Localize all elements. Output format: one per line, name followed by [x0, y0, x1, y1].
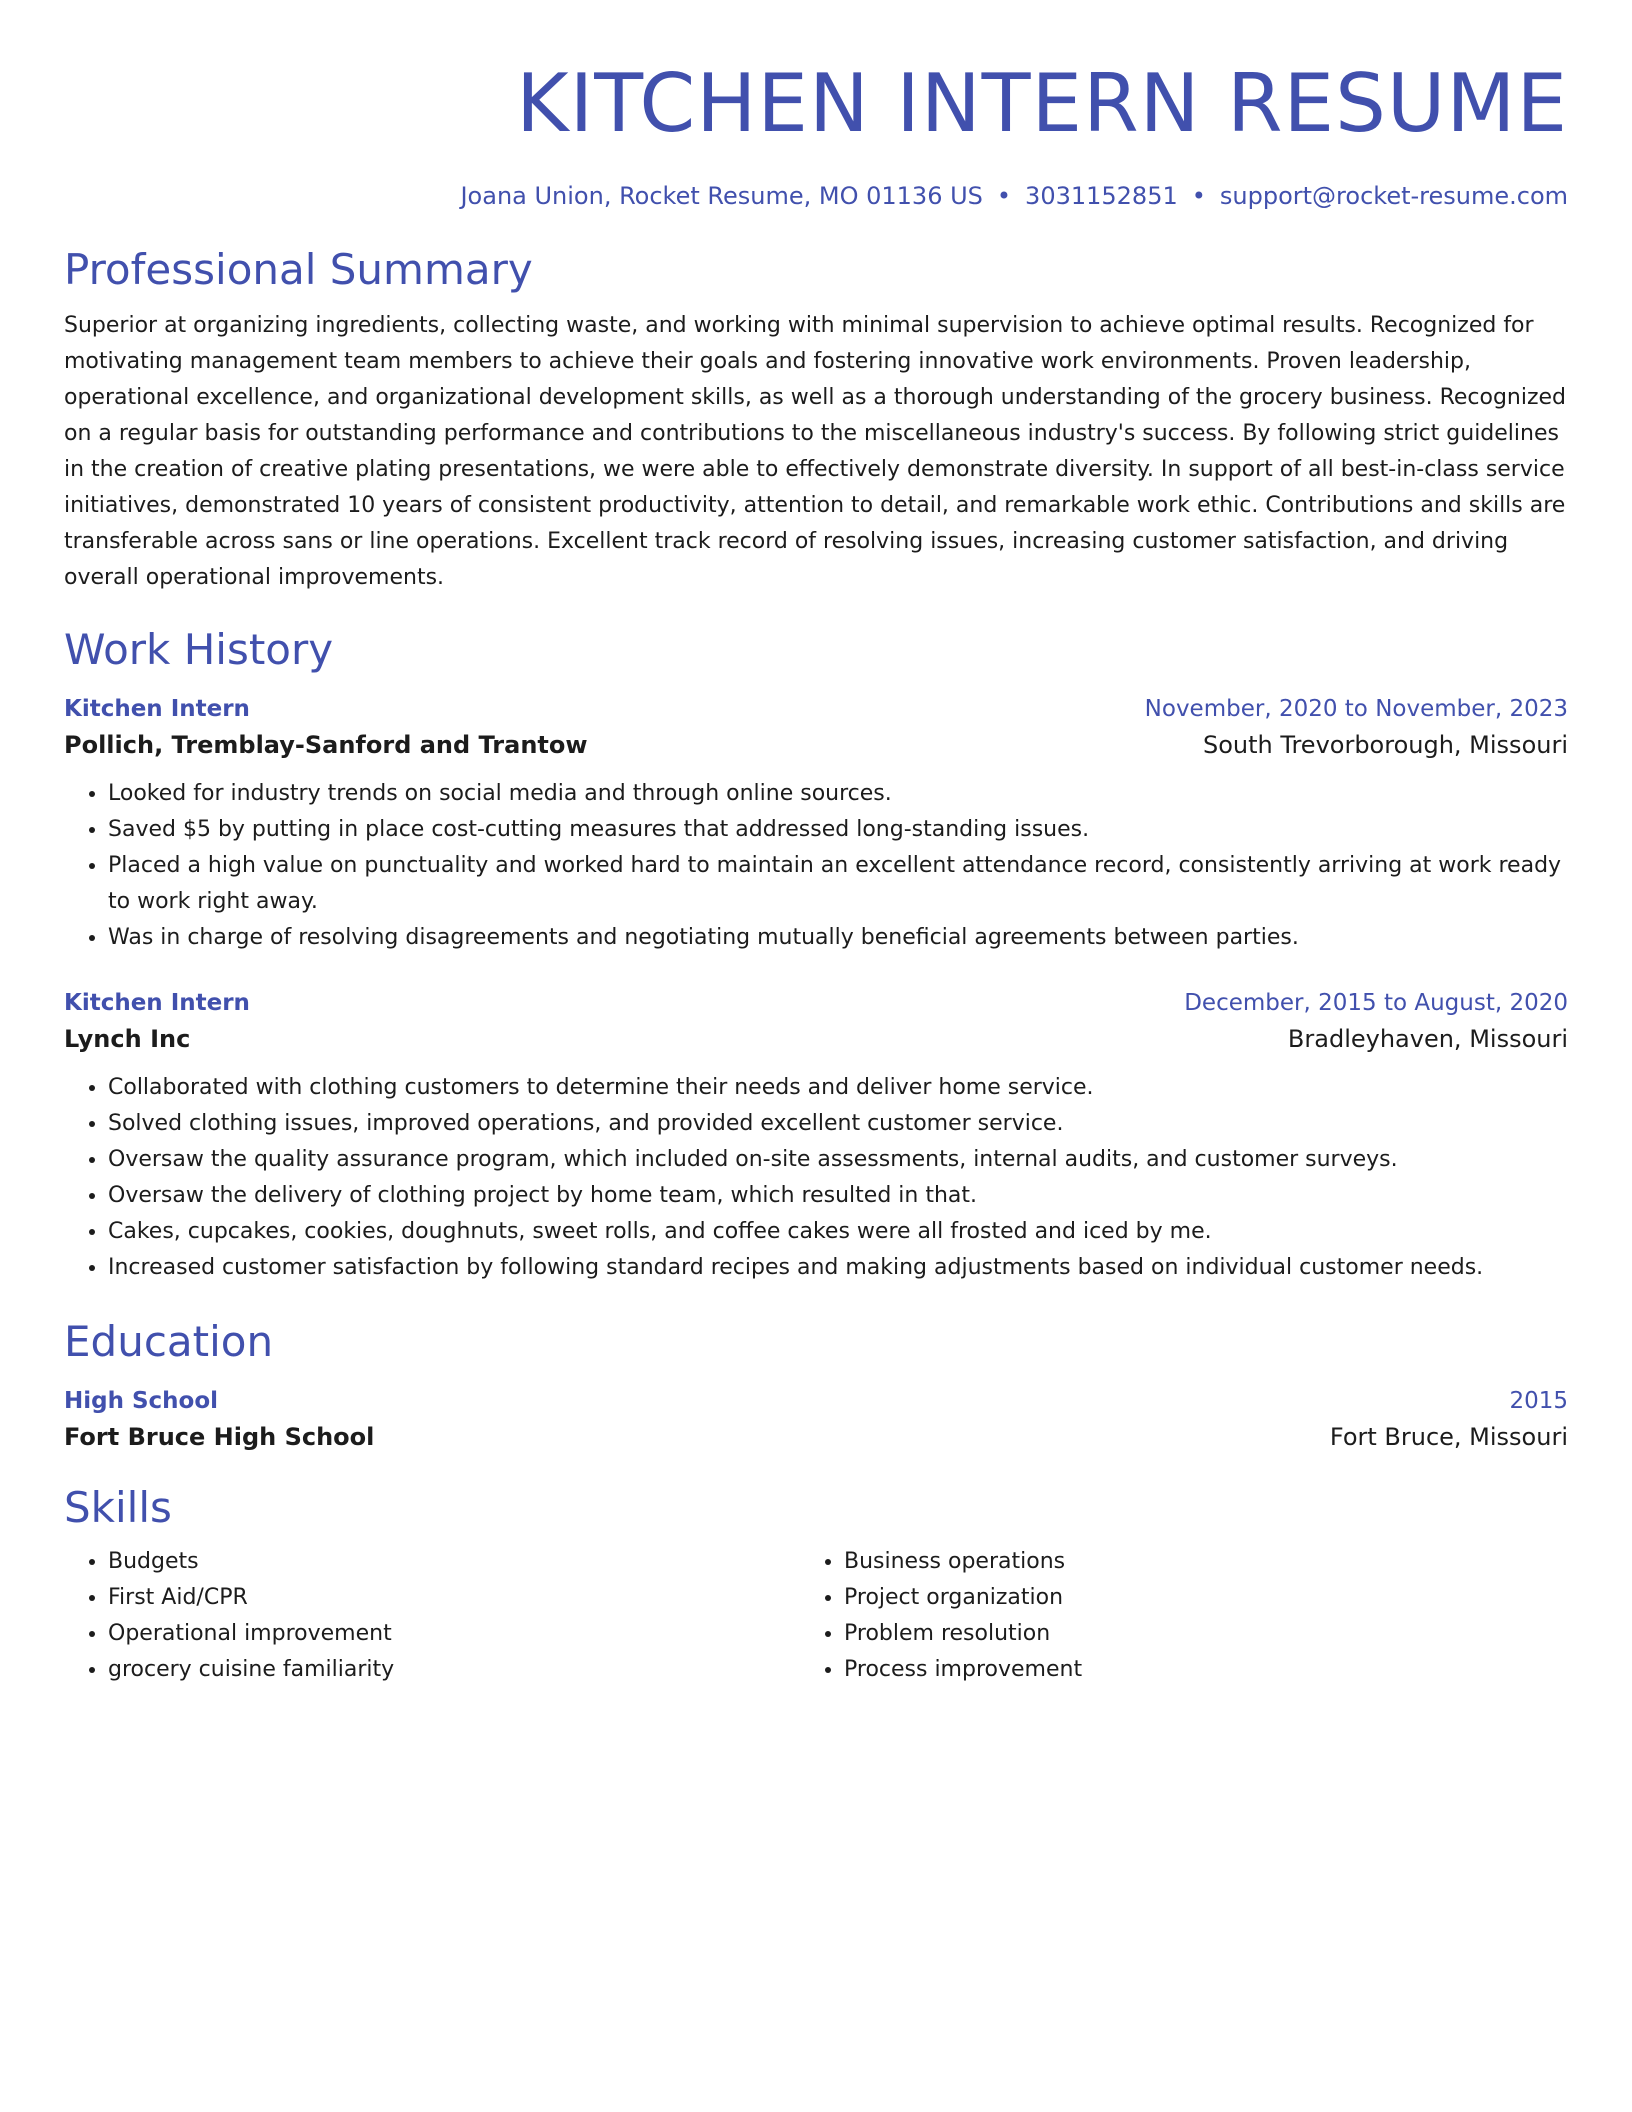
- education-year: 2015: [1509, 1388, 1568, 1414]
- contact-separator: •: [996, 182, 1012, 210]
- job-bullet: • Placed a high value on punctuality and worked hard to maintain an excellent attendance record, consistently arriving at work ready to work right away.: [108, 848, 1568, 920]
- contact-phone: 3031152851: [1025, 182, 1178, 210]
- job-location: South Trevorborough, Missouri: [1202, 731, 1568, 759]
- job-entry: [64, 692, 1568, 956]
- contact-address: Joana Union, Rocket Resume, MO 01136 US: [460, 182, 983, 210]
- education-degree: High School: [64, 1388, 219, 1414]
- job-company: Pollich, Tremblay-Sanford and Trantow: [64, 731, 588, 759]
- job-bullet: • Oversaw the delivery of clothing project by home team, which resulted in that.: [108, 1178, 1568, 1214]
- job-company-row: [64, 726, 1568, 764]
- contact-email: support@rocket-resume.com: [1219, 182, 1568, 210]
- job-dates: November, 2020 to November, 2023: [1144, 696, 1568, 722]
- contact-line: [64, 180, 1568, 212]
- professional-summary-section: [64, 242, 1568, 596]
- education-section: [64, 1314, 1568, 1456]
- section-heading-summary: Professional Summary: [64, 245, 533, 294]
- job-header-row: [64, 986, 1568, 1020]
- education-school-row: [64, 1418, 1568, 1456]
- education-location: Fort Bruce, Missouri: [1329, 1423, 1568, 1451]
- resume-header: [64, 52, 1568, 212]
- skills-column-left: [64, 1544, 800, 1688]
- skill-item: • Business operations: [844, 1544, 1536, 1580]
- job-company: Lynch Inc: [64, 1025, 191, 1053]
- skills-column-right: [800, 1544, 1536, 1688]
- job-header-row: [64, 692, 1568, 726]
- job-bullet-list: [64, 1070, 1568, 1286]
- section-heading-education: Education: [64, 1317, 274, 1366]
- skill-item: • First Aid/CPR: [108, 1580, 800, 1616]
- job-bullet: • Solved clothing issues, improved operations, and provided excellent customer service.: [108, 1106, 1568, 1142]
- section-heading-work-history: Work History: [64, 625, 334, 674]
- job-location: Bradleyhaven, Missouri: [1287, 1025, 1568, 1053]
- job-bullet: • Looked for industry trends on social media and through online sources.: [108, 776, 1568, 812]
- job-bullet: • Was in charge of resolving disagreements and negotiating mutually beneficial agreements between parties.: [108, 920, 1568, 956]
- job-bullet: • Oversaw the quality assurance program, which included on-site assessments, internal audits, and customer surveys.: [108, 1142, 1568, 1178]
- skill-item: • grocery cuisine familiarity: [108, 1652, 800, 1688]
- education-school: Fort Bruce High School: [64, 1423, 375, 1451]
- skill-item: • Project organization: [844, 1580, 1536, 1616]
- skills-list: [800, 1544, 1536, 1688]
- job-bullet: • Cakes, cupcakes, cookies, doughnuts, sweet rolls, and coffee cakes were all frosted and iced by me.: [108, 1214, 1568, 1250]
- skills-grid: [64, 1544, 1568, 1688]
- contact-separator: •: [1191, 182, 1206, 210]
- job-bullet: • Saved $5 by putting in place cost-cutting measures that addressed long-standing issues.: [108, 812, 1568, 848]
- job-title: Kitchen Intern: [64, 990, 250, 1016]
- job-title: Kitchen Intern: [64, 696, 250, 722]
- skill-item: • Budgets: [108, 1544, 800, 1580]
- skill-item: • Problem resolution: [844, 1616, 1536, 1652]
- job-entry: [64, 986, 1568, 1286]
- skills-section: [64, 1480, 1568, 1688]
- job-dates: December, 2015 to August, 2020: [1184, 990, 1568, 1016]
- skills-list: [64, 1544, 800, 1688]
- job-bullet: • Increased customer satisfaction by following standard recipes and making adjustments based on individual customer needs.: [108, 1250, 1568, 1286]
- job-bullet: • Collaborated with clothing customers to determine their needs and deliver home service.: [108, 1070, 1568, 1106]
- summary-text: Superior at organizing ingredients, collecting waste, and working with minimal supervision to achieve optimal results. Recognized for motivating management team members to achieve their goals and fostering innovative work environments. Proven leadership, operational excellence, and organizational development skills, as well as a thorough understanding of the grocery business. Recognized on a regular basis for outstanding performance and contributions to the miscellaneous industry's success. By following strict guidelines in the creation of creative plating presentations, we were able to effectively demonstrate diversity. In support of all best-in-class service initiatives, demonstrated 10 years of consistent productivity, attention to detail, and remarkable work ethic. Contributions and skills are transferable across sans or line operations. Excellent track record of resolving issues, increasing customer satisfaction, and driving overall operational improvements.: [64, 313, 1567, 590]
- education-header-row: [64, 1384, 1568, 1418]
- skill-item: • Operational improvement: [108, 1616, 800, 1652]
- section-heading-skills: Skills: [64, 1483, 172, 1532]
- work-history-section: [64, 622, 1568, 1286]
- education-entry: [64, 1384, 1568, 1456]
- job-company-row: [64, 1020, 1568, 1058]
- resume-title: KITCHEN INTERN RESUME: [516, 57, 1568, 150]
- skill-item: • Process improvement: [844, 1652, 1536, 1688]
- job-bullet-list: [64, 776, 1568, 956]
